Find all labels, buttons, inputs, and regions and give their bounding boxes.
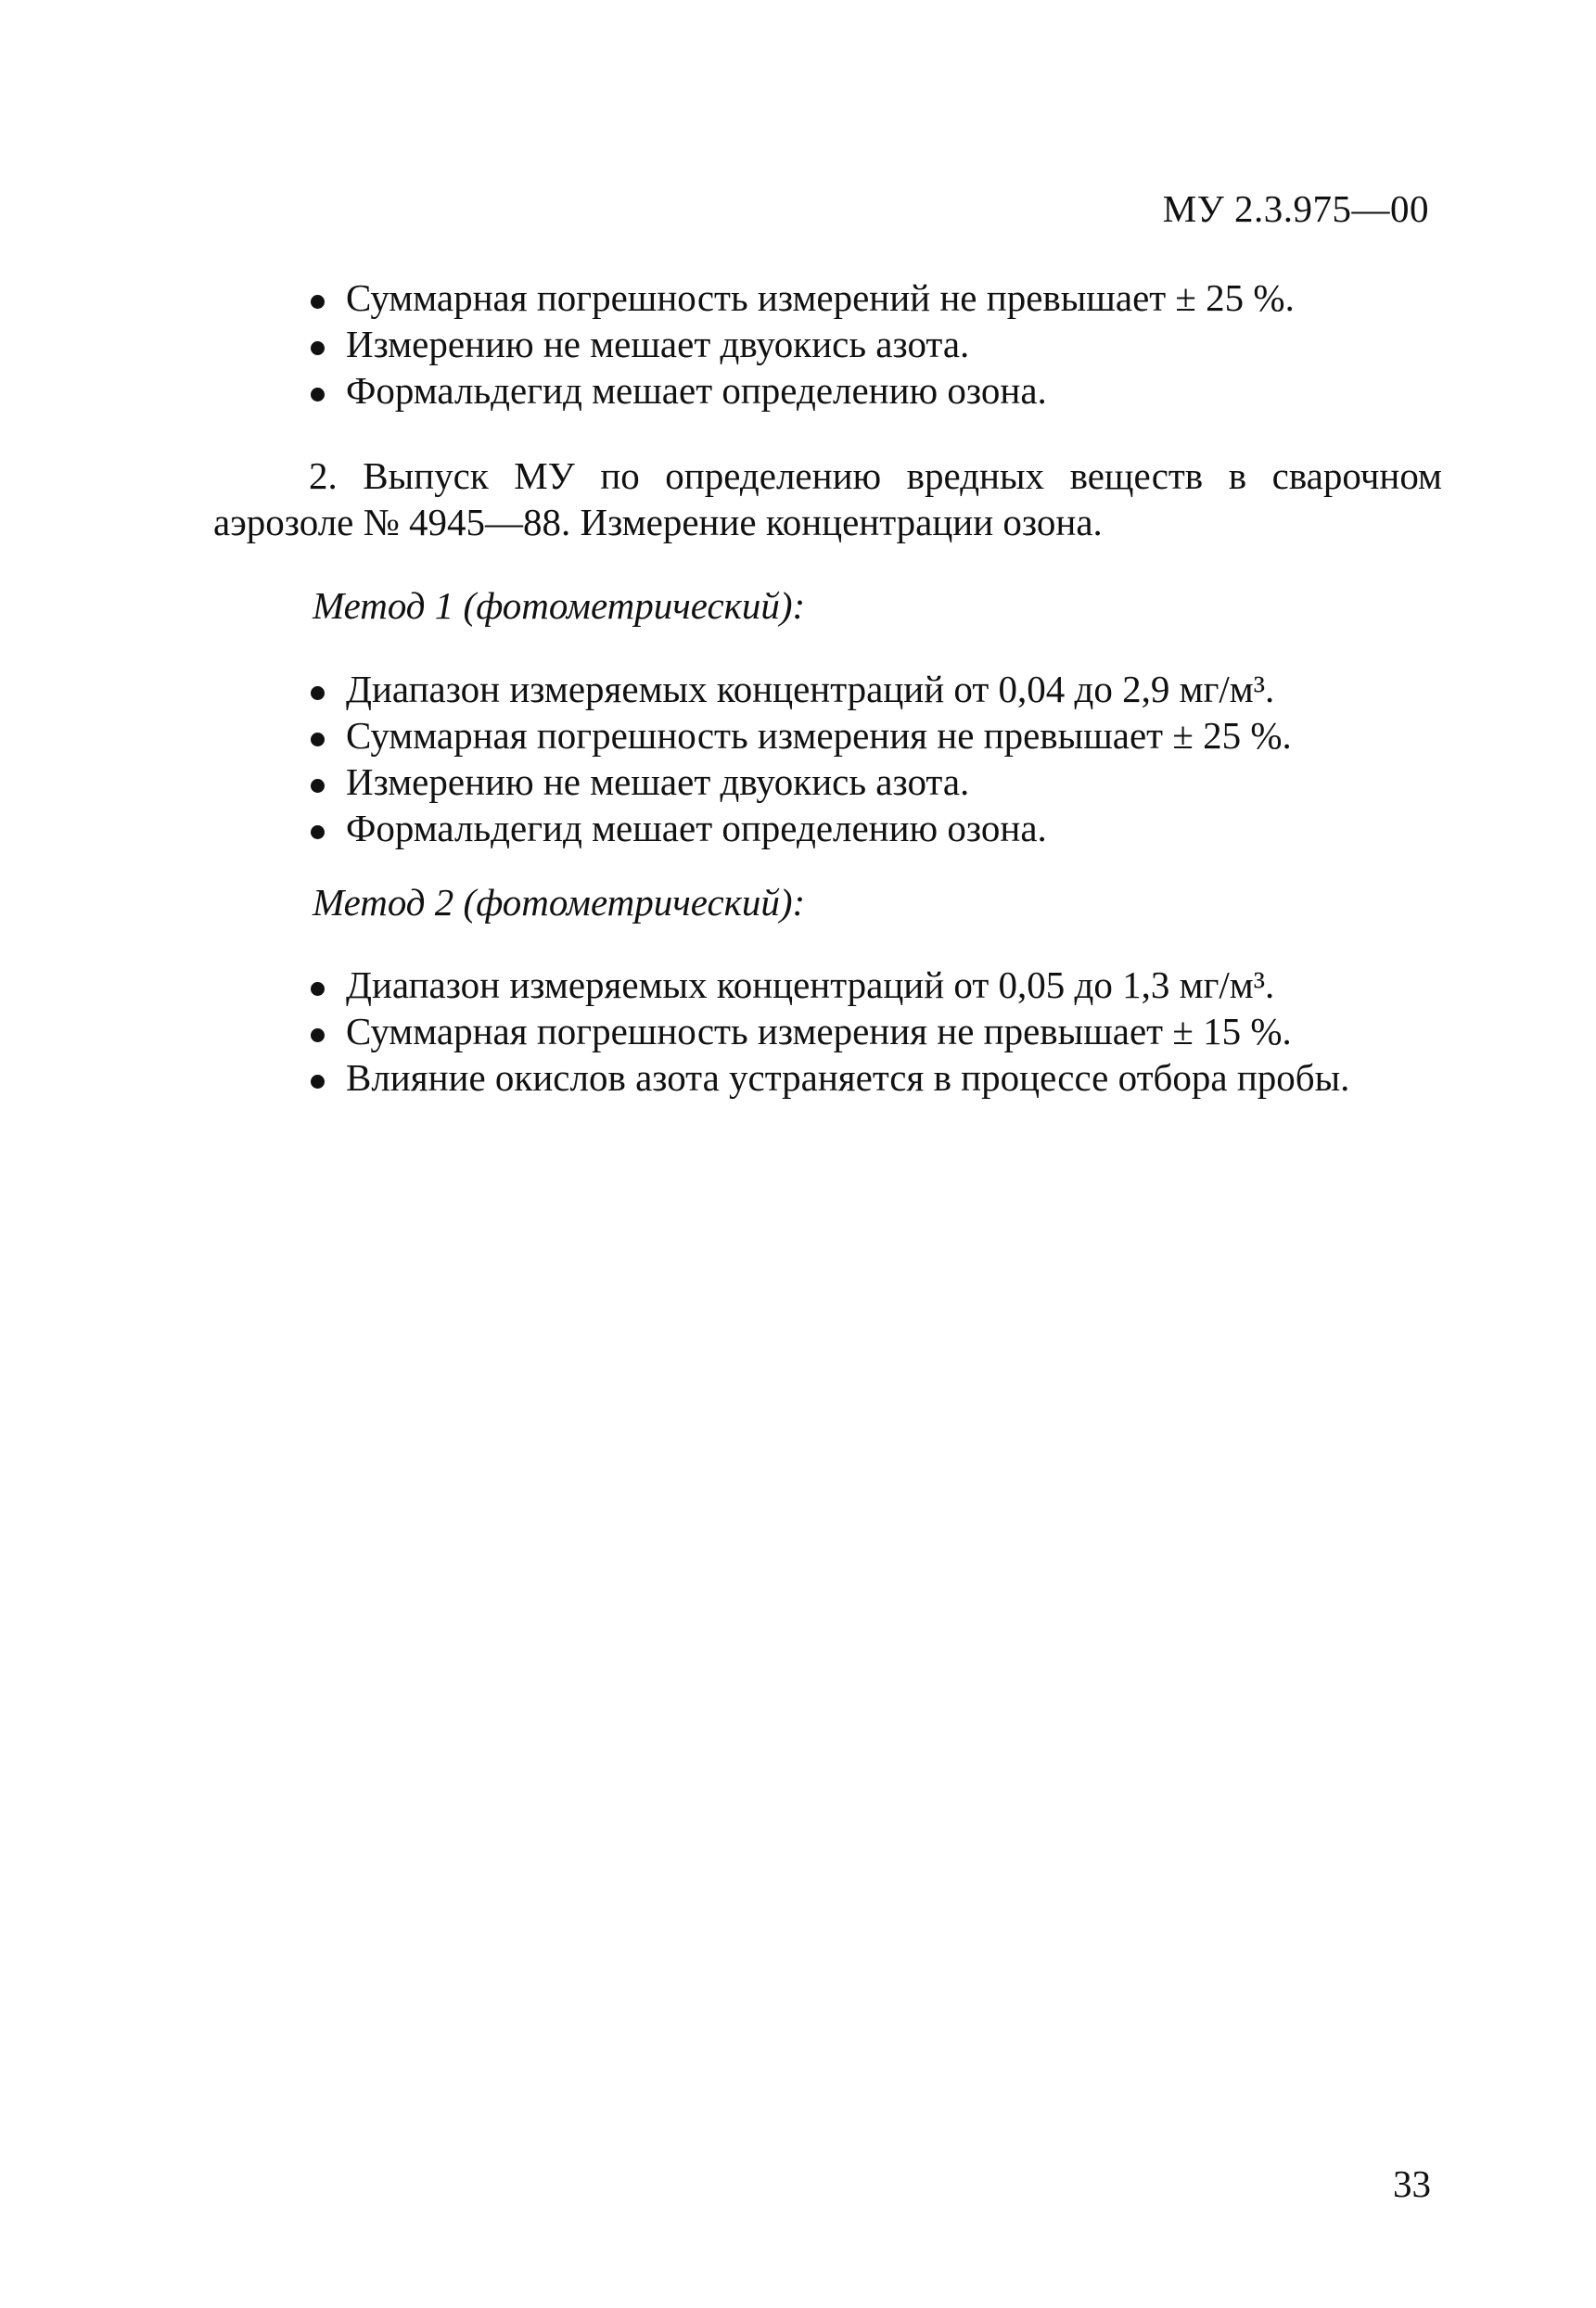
method-2-title: Метод 2 (фотометрический): [313, 881, 806, 924]
paragraph-2-line-2: аэрозоле № 4945—88. Измерение концентрации озона. [213, 501, 1103, 543]
method-2-list-block [309, 962, 1449, 1101]
summary-list [309, 274, 1449, 414]
list-item: Диапазон измеряемых концентраций от 0,04 до 2,9 мг/м³. [309, 666, 1449, 712]
summary-list-block [309, 274, 1449, 414]
method-2-list [309, 962, 1449, 1101]
list-item: Влияние окислов азота устраняется в процессе отбора пробы. [309, 1054, 1449, 1101]
method-1-list [309, 666, 1449, 851]
list-item: Диапазон измеряемых концентраций от 0,05 до 1,3 мг/м³. [309, 962, 1449, 1008]
list-item: Измерению не мешает двуокись азота. [309, 759, 1449, 805]
list-item: Суммарная погрешность измерения не превышает ± 25 %. [309, 712, 1449, 759]
paragraph-2 [213, 453, 1442, 545]
list-item: Суммарная погрешность измерений не превышает ± 25 %. [309, 274, 1449, 321]
list-item: Измерению не мешает двуокись азота. [309, 321, 1449, 367]
paragraph-2-line-1: 2. Выпуск МУ по определению вредных веществ в сварочном [309, 454, 1442, 497]
document-code: МУ 2.3.975—00 [1162, 187, 1429, 230]
list-item: Суммарная погрешность измерения не превышает ± 15 %. [309, 1008, 1449, 1054]
method-1-list-block [309, 666, 1449, 851]
list-item: Формальдегид мешает определению озона. [309, 367, 1449, 414]
page-number: 33 [1393, 2162, 1431, 2205]
list-item: Формальдегид мешает определению озона. [309, 805, 1449, 851]
method-1-title: Метод 1 (фотометрический): [313, 584, 806, 627]
